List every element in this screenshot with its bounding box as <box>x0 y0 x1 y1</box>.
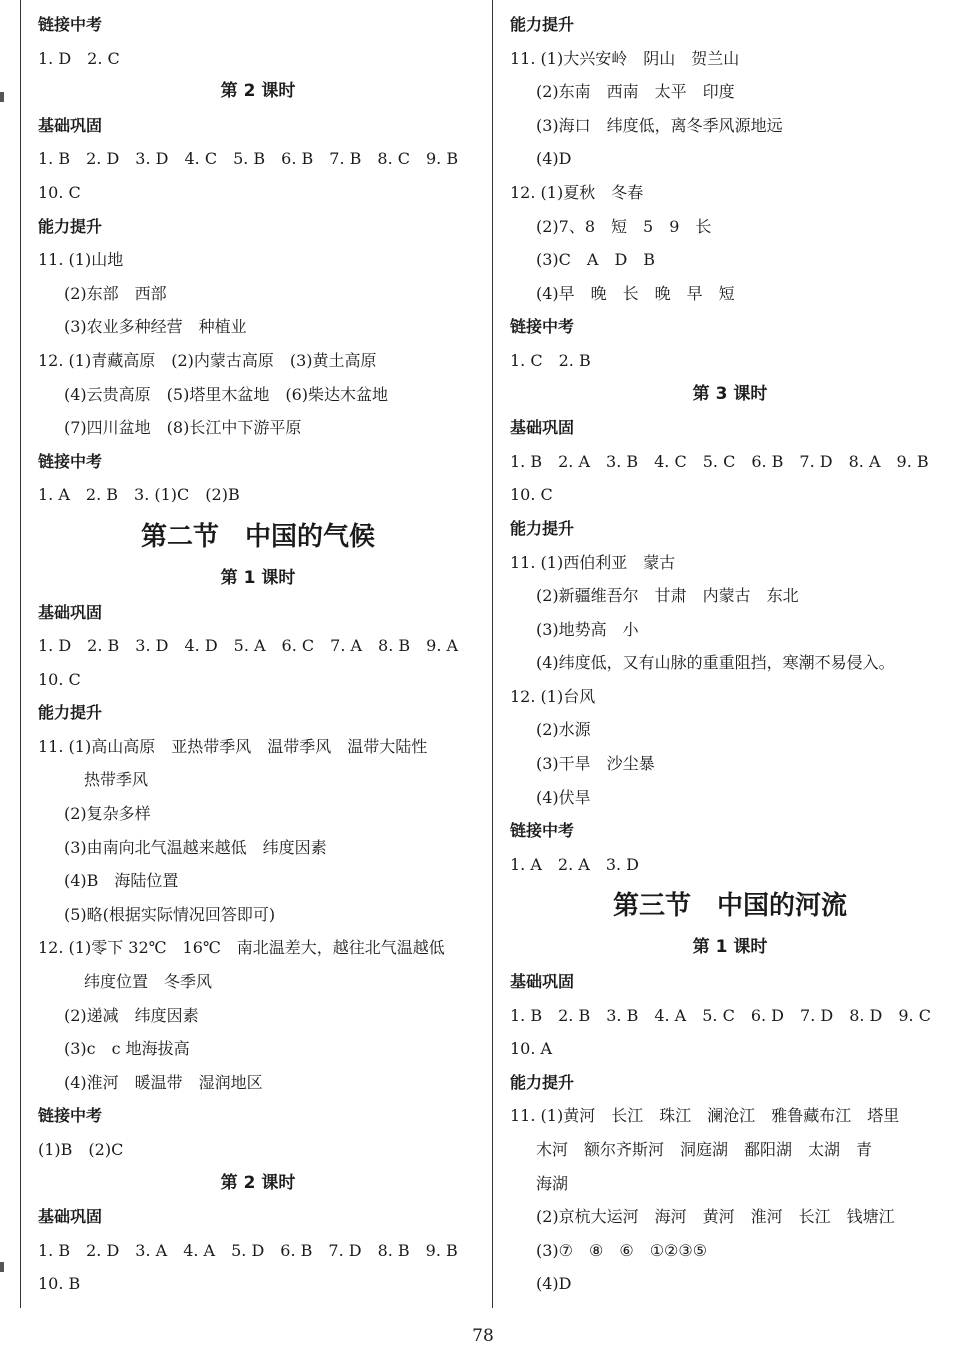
answer-subline: (5)略(根据实际情况回答即可) <box>64 904 276 924</box>
edge-mark <box>0 1262 4 1272</box>
section-heading: 链接中考 <box>38 451 103 471</box>
section-heading: 链接中考 <box>510 821 575 841</box>
answer-subline: (2)东南 西南 太平 印度 <box>536 82 735 102</box>
section-heading: 基础巩固 <box>38 1207 103 1227</box>
lesson-heading: 第 1 课时 <box>692 937 768 958</box>
left-margin-rule <box>20 0 21 1308</box>
section-heading: 能力提升 <box>510 1072 575 1092</box>
answer-subline: (4)B 海陆位置 <box>64 871 179 891</box>
section-heading: 能力提升 <box>38 216 103 236</box>
answer-subline: (3)地势高 小 <box>536 619 639 639</box>
answer-subline: (4)云贵高原 (5)塔里木盆地 (6)柴达木盆地 <box>64 384 388 404</box>
answer-line: 1. B 2. B 3. B 4. A 5. C 6. D 7. D 8. D 9. C <box>510 1005 931 1025</box>
answer-line: 10. C <box>510 485 553 505</box>
page-number: 78 <box>472 1326 494 1346</box>
answer-line: 11. (1)高山高原 亚热带季风 温带季风 温带大陆性 <box>38 736 428 756</box>
chapter-title: 第二节 中国的气候 <box>140 521 375 552</box>
lesson-heading: 第 2 课时 <box>220 81 296 102</box>
answer-line: 11. (1)大兴安岭 阴山 贺兰山 <box>510 48 740 68</box>
answer-line: 1. B 2. D 3. A 4. A 5. D 6. B 7. D 8. B 9. B <box>38 1240 458 1260</box>
section-heading: 链接中考 <box>510 317 575 337</box>
section-heading: 基础巩固 <box>38 602 103 622</box>
answer-line: 11. (1)山地 <box>38 250 124 270</box>
answer-subline: (2)复杂多样 <box>64 804 151 824</box>
answer-subline: (3)c c 地海拔高 <box>64 1039 190 1059</box>
answer-subline: (4)早 晚 长 晚 早 短 <box>536 283 735 303</box>
answer-subline: (4)纬度低，又有山脉的重重阻挡，寒潮不易侵入。 <box>536 653 895 673</box>
answer-line: 11. (1)黄河 长江 珠江 澜沧江 雅鲁藏布江 塔里 <box>510 1106 900 1126</box>
answer-line: 12. (1)青藏高原 (2)内蒙古高原 (3)黄土高原 <box>38 350 377 370</box>
chapter-title: 第三节 中国的河流 <box>612 891 847 922</box>
left-column <box>38 8 478 1301</box>
answer-subline: (3)由南向北气温越来越低 纬度因素 <box>64 837 327 857</box>
section-heading: 能力提升 <box>510 518 575 538</box>
answer-line: 1. C 2. B <box>510 350 591 370</box>
answer-subline: (3)农业多种经营 种植业 <box>64 317 247 337</box>
column-divider <box>492 0 493 1308</box>
answer-line: 11. (1)西伯利亚 蒙古 <box>510 552 676 572</box>
answer-subline: (4)D <box>536 149 572 169</box>
answer-subline: (3)⑦ ⑧ ⑥ ①②③⑤ <box>536 1240 708 1260</box>
answer-subline: (2)水源 <box>536 720 591 740</box>
answer-line: 1. D 2. B 3. D 4. D 5. A 6. C 7. A 8. B 9. A <box>38 636 459 656</box>
answer-subline: (3)C A D B <box>536 250 656 270</box>
answer-subline: (2)7、8 短 5 9 长 <box>536 216 712 236</box>
answer-line: 10. B <box>38 1274 81 1294</box>
right-column <box>510 8 950 1301</box>
lesson-heading: 第 3 课时 <box>692 383 768 404</box>
answer-subline: (4)伏旱 <box>536 787 591 807</box>
answer-continuation: 热带季风 <box>84 770 149 790</box>
section-heading: 基础巩固 <box>510 418 575 438</box>
answer-subline: (3)干旱 沙尘暴 <box>536 754 655 774</box>
answer-line: 1. A 2. B 3. (1)C (2)B <box>38 485 240 505</box>
answer-line: 12. (1)零下 32℃ 16℃ 南北温差大，越往北气温越低 <box>38 938 445 958</box>
section-heading: 能力提升 <box>38 703 103 723</box>
answer-line: 1. B 2. D 3. D 4. C 5. B 6. B 7. B 8. C 9. B <box>38 149 459 169</box>
answer-line: (1)B (2)C <box>38 1140 124 1159</box>
answer-subline: (2)新疆维吾尔 甘肃 内蒙古 东北 <box>536 586 799 606</box>
answer-subline: (4)淮河 暖温带 湿润地区 <box>64 1072 263 1092</box>
answer-subline: (2)东部 西部 <box>64 283 167 303</box>
section-heading: 能力提升 <box>510 15 575 34</box>
answer-line: 1. A 2. A 3. D <box>510 854 639 874</box>
answer-subline: (7)四川盆地 (8)长江中下游平原 <box>64 418 302 438</box>
answer-line: 1. D 2. C <box>38 48 120 68</box>
answer-line: 10. A <box>510 1039 553 1059</box>
answer-subline: 木河 额尔齐斯河 洞庭湖 鄱阳湖 太湖 青 <box>536 1140 873 1159</box>
section-heading: 链接中考 <box>38 1106 103 1126</box>
answer-line: 1. B 2. A 3. B 4. C 5. C 6. B 7. D 8. A 9. B <box>510 451 929 471</box>
section-heading: 基础巩固 <box>510 972 575 992</box>
answer-subline: (3)海口 纬度低，离冬季风源地远 <box>536 115 783 135</box>
lesson-heading: 第 1 课时 <box>220 567 296 588</box>
answer-subline: 海湖 <box>536 1173 569 1193</box>
lesson-heading: 第 2 课时 <box>220 1172 296 1193</box>
section-heading: 链接中考 <box>38 15 103 34</box>
answer-continuation: 纬度位置 冬季风 <box>84 972 213 992</box>
answer-subline: (4)D <box>536 1274 572 1294</box>
section-heading: 基础巩固 <box>38 115 103 135</box>
answer-subline: (2)京杭大运河 海河 黄河 淮河 长江 钱塘江 <box>536 1207 895 1227</box>
answer-line: 10. C <box>38 669 81 689</box>
answer-line: 12. (1)台风 <box>510 686 596 706</box>
answer-subline: (2)递减 纬度因素 <box>64 1005 199 1025</box>
edge-mark <box>0 92 4 102</box>
answer-line: 10. C <box>38 182 81 202</box>
answer-line: 12. (1)夏秋 冬春 <box>510 182 644 202</box>
